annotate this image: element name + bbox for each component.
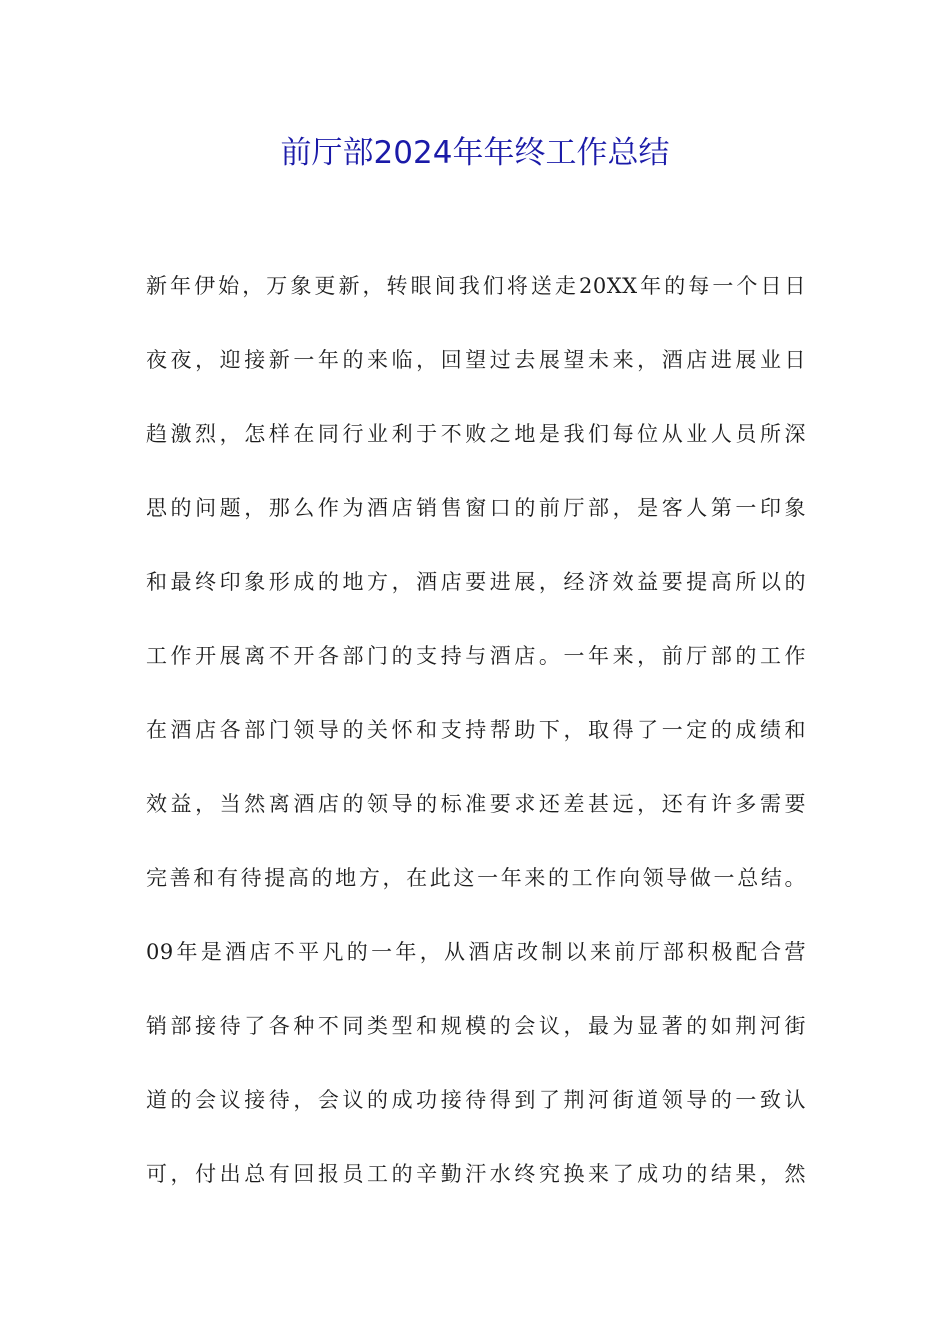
body-line-1: 新年伊始，万象更新，转眼间我们将送走20XX年的每一个日日 bbox=[146, 274, 806, 298]
body-line-8: 效益，当然离酒店的领导的标准要求还差甚远，还有许多需要 bbox=[146, 792, 806, 816]
body-line-7: 在酒店各部门领导的关怀和支持帮助下，取得了一定的成绩和 bbox=[146, 718, 806, 742]
document-title: 前厅部2024年年终工作总结 bbox=[280, 135, 670, 171]
body-line-12: 道的会议接待，会议的成功接待得到了荆河街道领导的一致认 bbox=[146, 1088, 806, 1112]
body-line-13: 可，付出总有回报员工的辛勤汗水终究换来了成功的结果，然 bbox=[146, 1162, 806, 1186]
body-line-9: 完善和有待提高的地方，在此这一年来的工作向领导做一总结。 bbox=[146, 866, 806, 890]
body-line-10: 09年是酒店不平凡的一年，从酒店改制以来前厅部积极配合营 bbox=[146, 940, 806, 964]
body-line-4: 思的问题，那么作为酒店销售窗口的前厅部，是客人第一印象 bbox=[146, 496, 806, 520]
body-line-11: 销部接待了各种不同类型和规模的会议，最为显著的如荆河街 bbox=[146, 1014, 806, 1038]
document-body bbox=[146, 264, 806, 1226]
body-line-3: 趋激烈，怎样在同行业利于不败之地是我们每位从业人员所深 bbox=[146, 422, 806, 446]
body-line-5: 和最终印象形成的地方，酒店要进展，经济效益要提高所以的 bbox=[146, 570, 806, 594]
body-line-6: 工作开展离不开各部门的支持与酒店。一年来，前厅部的工作 bbox=[146, 644, 806, 668]
body-line-2: 夜夜，迎接新一年的来临，回望过去展望未来，酒店进展业日 bbox=[146, 348, 806, 372]
